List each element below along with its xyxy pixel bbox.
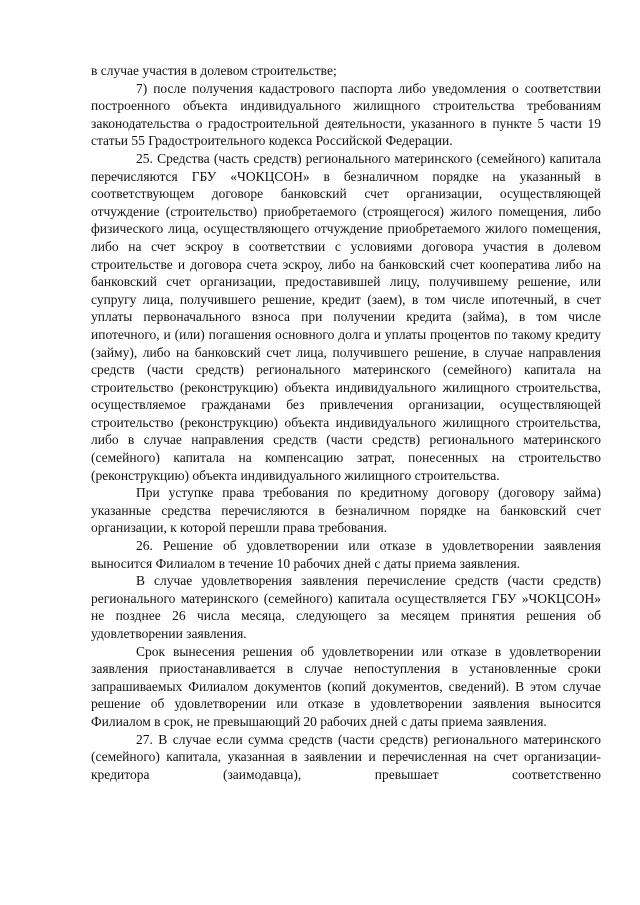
paragraph-transfer-deadline: В случае удовлетворения заявления перечисление средств (части средств) регионального материнского (семейного) капитала осуществляется ГБУ »ЧОКЦСОН» не позднее 26 числа месяца, следующего за месяцем принятия решения об удовлетворении заявления. bbox=[91, 573, 601, 641]
paragraph-assignment-of-claim: При уступке права требования по кредитному договору (договору займа) указанные средства перечисляются в безналичном порядке на банковский счет организации, к которой перешли права требования. bbox=[91, 485, 601, 536]
document-page bbox=[91, 62, 601, 783]
paragraph-item-26: 26. Решение об удовлетворении или отказе в удовлетворении заявления выносится Филиалом в течение 10 рабочих дней с даты приема заявления. bbox=[91, 538, 601, 571]
paragraph-item-25: 25. Средства (часть средств) регионального материнского (семейного) капитала перечисляются ГБУ «ЧОКЦСОН» в безналичном порядке на указанный в соответствующем договоре банковский счет организации, осуществляющей отчуждение (строительство) приобретаемого (строящегося) жилого помещения, либо физического лица, осуществляющего отчуждение приобретаемого жилого помещения, либо на счет эскроу в соответствии с условиями договора участия в долевом строительстве и договора счета эскроу, либо на банковский счет кооператива либо на банковский счет организации, предоставившей лицу, получившему решение, или супругу лица, получившего решение, кредит (заем), в том числе ипотечный, в счет уплаты первоначального взноса при получении кредита (займа), в том числе ипотечного, и (или) погашения основного долга и уплаты процентов по такому кредиту (займу), либо на банковский счет лица, получившего решение, в случае направления средств (части средств) регионального материнского (семейного) капитала на строительство (реконструкцию) объекта индивидуального жилищного строительства, осуществляемое гражданами без привлечения организации, осуществляющей строительство (реконструкцию) объекта индивидуального жилищного строительства, либо в случае направления средств (части средств) регионального материнского (семейного) капитала на компенсацию затрат, понесенных на строительство (реконструкцию) объекта индивидуального жилищного строительства. bbox=[91, 150, 601, 483]
paragraph-item-7: 7) после получения кадастрового паспорта либо уведомления о соответствии построенного объекта индивидуального жилищного строительства требованиям законодательства о градостроительной деятельности, указанного в пункте 5 части 19 статьи 55 Градостроительного кодекса Российской Федерации. bbox=[91, 80, 601, 149]
paragraph-item-27: 27. В случае если сумма средств (части средств) регионального материнского (семейного) капитала, указанная в заявлении и перечисленная на счет организации-кредитора (заимодавца), превышает соответственно bbox=[91, 731, 601, 782]
paragraph-continuation: в случае участия в долевом строительстве; bbox=[91, 63, 337, 78]
paragraph-decision-suspension: Срок вынесения решения об удовлетворении или отказе в удовлетворении заявления приостанавливается в случае непоступления в установленные сроки запрашиваемых Филиалом документов (копий документов, сведений). В этом случае решение об удовлетворении или отказе в удовлетворении заявления выносится Филиалом в срок, не превышающий 20 рабочих дней с даты приема заявления. bbox=[91, 643, 601, 729]
